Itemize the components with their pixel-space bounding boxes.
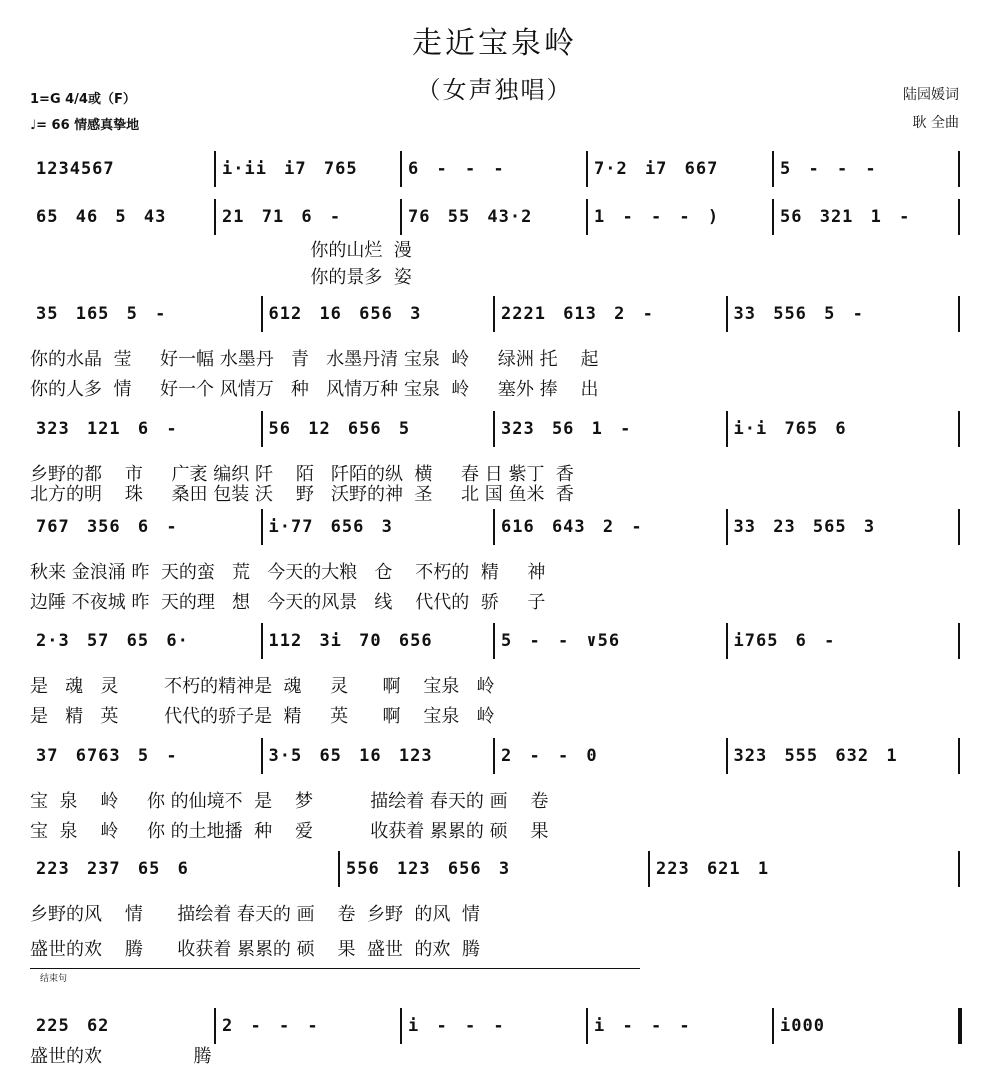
bar-line <box>958 151 960 187</box>
bar-line <box>958 623 960 659</box>
composer-credit: 耿 全曲 <box>912 115 959 131</box>
measure: i000 <box>780 1016 825 1036</box>
measure: i765 6 - <box>733 631 836 651</box>
bar-line <box>726 623 728 659</box>
measure: i·ii i7 765 <box>222 159 358 179</box>
bar-line <box>261 509 263 545</box>
bar-line <box>261 623 263 659</box>
bar-line <box>261 411 263 447</box>
measure: 556 123 656 3 <box>346 859 511 879</box>
measure: 65 46 5 43 <box>36 207 167 227</box>
measure: 612 16 656 3 <box>268 304 422 324</box>
bar-line <box>958 411 960 447</box>
measure: 76 55 43·2 <box>408 207 533 227</box>
bar-line <box>586 151 588 187</box>
notes-row <box>30 300 960 328</box>
measure: 2·3 57 65 6· <box>36 631 189 651</box>
measure: 56 321 1 - <box>780 207 911 227</box>
lyricist-credit: 陆园媛词 <box>903 87 959 103</box>
measure: 33 556 5 - <box>733 304 864 324</box>
lyric-line: 是 精 英 代代的骄子是 精 英 啊 宝泉 岭 <box>30 706 495 727</box>
key-signature: 1=G 4/4或（F） <box>30 92 136 107</box>
notes-row <box>30 513 960 541</box>
measure: 37 6763 5 - <box>36 746 178 766</box>
measure: 225 62 <box>36 1016 110 1036</box>
measure: 33 23 565 3 <box>733 517 876 537</box>
lyric-line: 你的人多 情 好一个 风情万 种 风情万种 宝泉 岭 塞外 捧 出 <box>30 379 599 400</box>
bar-line <box>261 296 263 332</box>
bar-line <box>772 199 774 235</box>
bar-line <box>726 738 728 774</box>
notes-row <box>30 155 960 183</box>
bar-line <box>400 151 402 187</box>
bar-line <box>958 509 960 545</box>
lyric-line: 是 魂 灵 不朽的精神是 魂 灵 啊 宝泉 岭 <box>30 676 495 697</box>
notes-row <box>30 415 960 443</box>
bar-line <box>400 199 402 235</box>
bar-line <box>493 623 495 659</box>
notes-row <box>30 203 960 231</box>
bar-line <box>958 738 960 774</box>
bar-line <box>586 1008 588 1044</box>
bar-line <box>726 296 728 332</box>
tempo-marking: ♩= 66 情感真挚地 <box>30 118 140 133</box>
measure: 323 121 6 - <box>36 419 178 439</box>
notes-row <box>30 742 960 770</box>
bar-line <box>958 296 960 332</box>
measure: 323 56 1 - <box>501 419 632 439</box>
coda-separator <box>30 968 640 969</box>
notes-row <box>30 855 960 883</box>
measure: i·77 656 3 <box>268 517 393 537</box>
coda-label: 结束句 <box>40 974 68 984</box>
bar-line <box>214 151 216 187</box>
bar-line <box>493 296 495 332</box>
bar-line <box>726 411 728 447</box>
lyric-line: 你的景多 姿 <box>30 267 412 288</box>
measure: i·i 765 6 <box>733 419 847 439</box>
measure: 2221 613 2 - <box>501 304 654 324</box>
measure: 3·5 65 16 123 <box>268 746 433 766</box>
measure: 223 237 65 6 <box>36 859 189 879</box>
bar-line <box>958 199 960 235</box>
bar-line <box>648 851 650 887</box>
notes-row <box>30 627 960 655</box>
song-title: 走近宝泉岭 <box>412 26 577 61</box>
measure: 2 - - 0 <box>501 746 598 766</box>
bar-line <box>772 151 774 187</box>
bar-line <box>493 738 495 774</box>
lyric-line: 乡野的风 情 描绘着 春天的 画 卷 乡野 的风 情 <box>30 904 480 925</box>
bar-line <box>726 509 728 545</box>
bar-line <box>493 509 495 545</box>
measure: 616 643 2 - <box>501 517 643 537</box>
measure: 1 - - - ) <box>594 207 720 227</box>
bar-line <box>493 411 495 447</box>
measure: 7·2 i7 667 <box>594 159 719 179</box>
lyric-line: 边陲 不夜城 昨 天的理 想 今天的风景 线 代代的 骄 子 <box>30 592 546 613</box>
lyric-line: 盛世的欢 腾 收获着 累累的 硕 果 盛世 的欢 腾 <box>30 939 480 960</box>
measure: 112 3i 70 656 <box>268 631 433 651</box>
lyric-line: 盛世的欢 腾 <box>30 1046 212 1067</box>
lyric-line: 你的山烂 漫 <box>30 240 412 261</box>
measure: 35 165 5 - <box>36 304 167 324</box>
notes-row <box>30 1012 960 1040</box>
bar-line <box>338 851 340 887</box>
lyric-line: 宝 泉 岭 你 的土地播 种 爱 收获着 累累的 硕 果 <box>30 821 549 842</box>
measure: 5 - - ∨56 <box>501 631 621 651</box>
measure: 323 555 632 1 <box>733 746 898 766</box>
lyric-line: 宝 泉 岭 你 的仙境不 是 梦 描绘着 春天的 画 卷 <box>30 791 549 812</box>
bar-line <box>400 1008 402 1044</box>
measure: 2 - - - <box>222 1016 319 1036</box>
measure: 767 356 6 - <box>36 517 178 537</box>
bar-line <box>214 199 216 235</box>
measure: 1234567 <box>36 159 115 179</box>
measure: 21 71 6 - <box>222 207 342 227</box>
song-subtitle: （女声独唱） <box>416 76 573 104</box>
lyric-line: 北方的明 珠 桑田 包装 沃 野 沃野的神 圣 北 国 鱼米 香 <box>30 484 574 505</box>
bar-line <box>958 1008 962 1044</box>
measure: i - - - <box>408 1016 505 1036</box>
lyric-line: 秋来 金浪涌 昨 天的蛮 荒 今天的大粮 仓 不朽的 精 神 <box>30 562 546 583</box>
measure: 5 - - - <box>780 159 877 179</box>
lyric-line: 乡野的都 市 广袤 编织 阡 陌 阡陌的纵 横 春 日 紫丁 香 <box>30 464 574 485</box>
bar-line <box>261 738 263 774</box>
measure: 6 - - - <box>408 159 505 179</box>
bar-line <box>958 851 960 887</box>
measure: 223 621 1 <box>656 859 770 879</box>
bar-line <box>772 1008 774 1044</box>
measure: i - - - <box>594 1016 691 1036</box>
lyric-line: 你的水晶 莹 好一幅 水墨丹 青 水墨丹清 宝泉 岭 绿洲 托 起 <box>30 349 599 370</box>
bar-line <box>586 199 588 235</box>
bar-line <box>214 1008 216 1044</box>
measure: 56 12 656 5 <box>268 419 411 439</box>
